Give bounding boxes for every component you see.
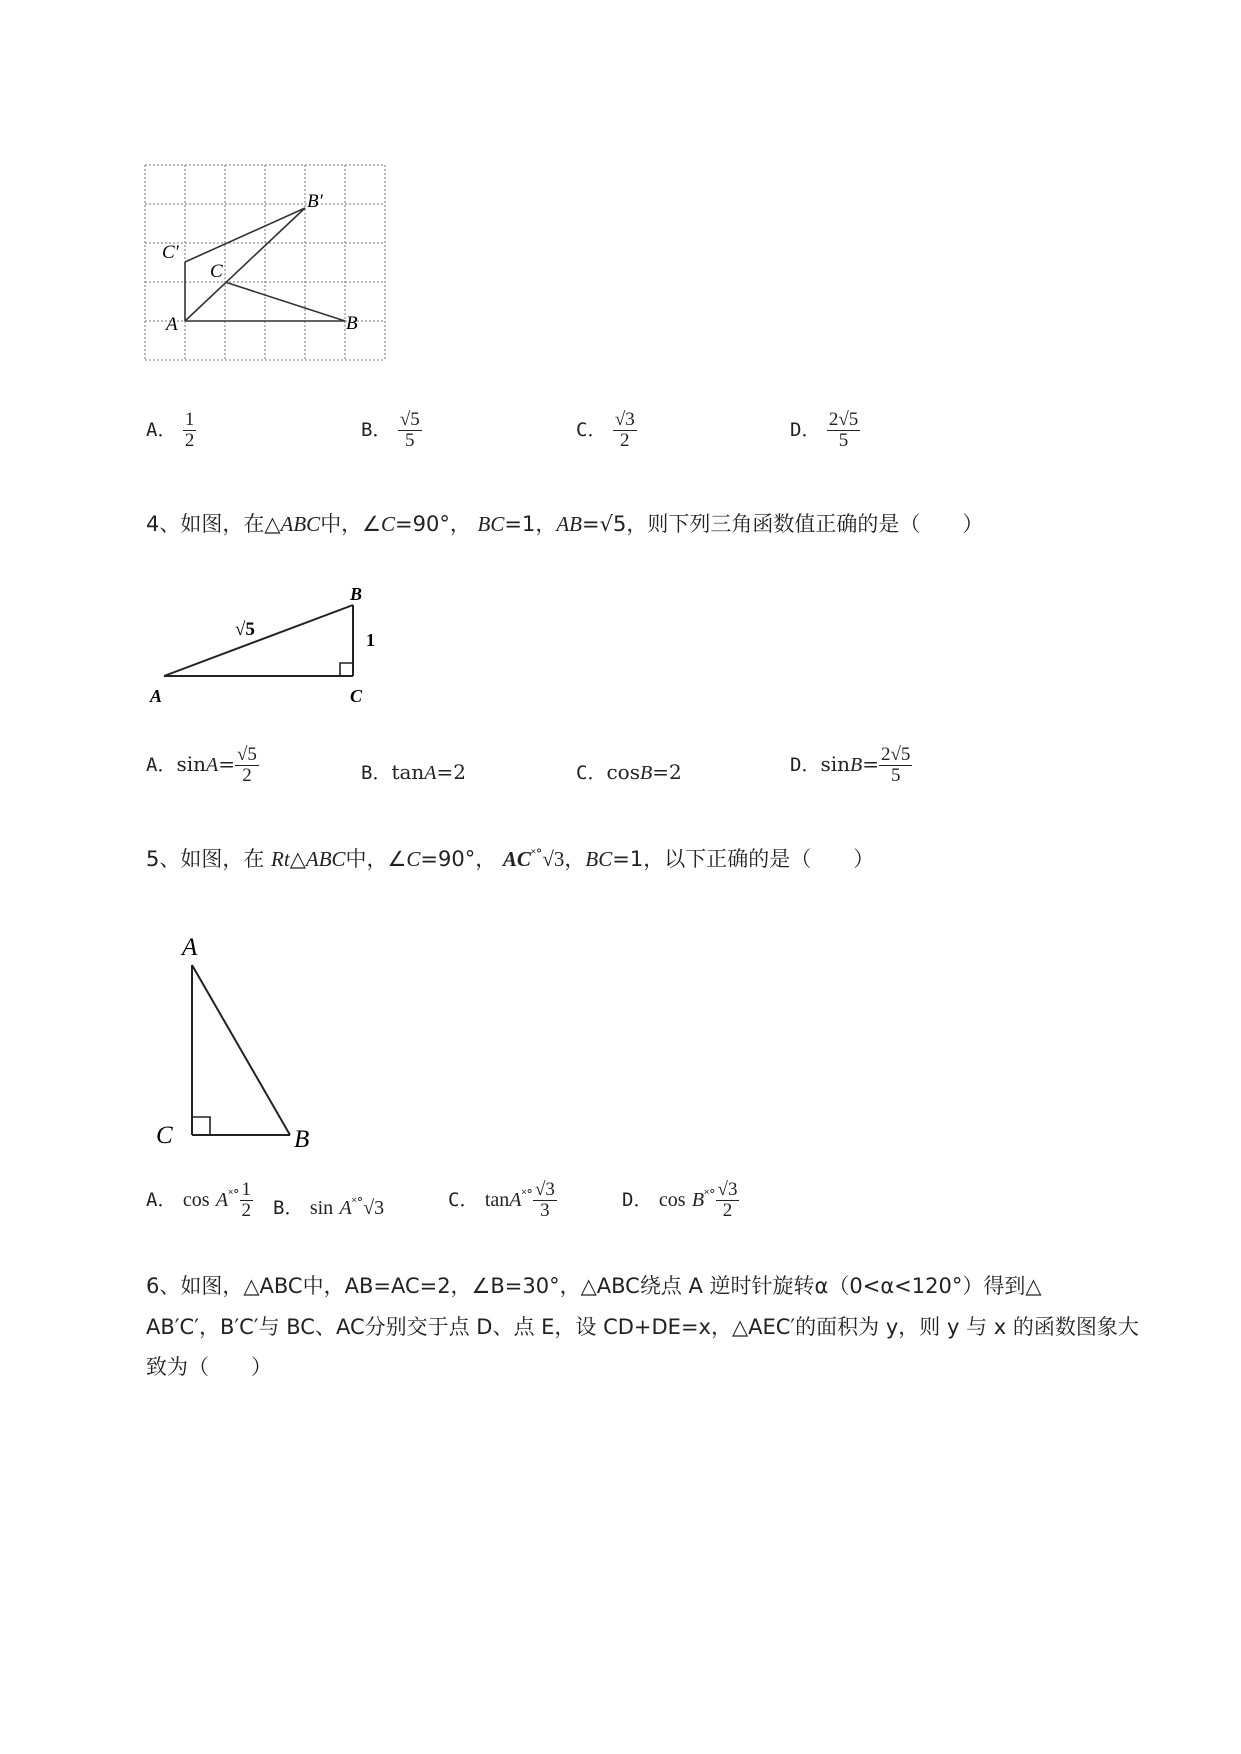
q5-question-text: 5、如图，在 Rt△ABC中，∠C=90°， AC˟°√3，BC=1，以下正确的是（ ） [146,847,875,871]
q5-label-a: A [182,934,198,961]
q3-label-b: B [346,313,358,334]
q5-label-c: C [156,1122,173,1149]
segment-a-b-prime [185,208,305,321]
q4-triangle-figure [140,578,380,708]
q4-option-a: A．sinA= $\frac{√5}{2}$ [146,744,257,786]
q3-label-c: C [210,261,223,282]
q3-label-c-prime: C′ [162,242,179,263]
q3-option-d: D． $\frac{2√5}{5}$ [790,409,859,451]
q3-label-b-prime: B′ [307,191,323,212]
q3-grid-figure [140,160,400,370]
q5-option-b: B． sin A˟°√3 [273,1195,385,1219]
q4-option-b: B．tanA=2 [361,760,466,784]
q4-option-c: C．cosB=2 [576,760,682,784]
q5-triangle-figure [150,925,330,1155]
q3-option-c: C． $\frac{√3}{2}$ [576,409,635,451]
q5-option-a: A． cos A˟° $\frac{1}{2}$ [146,1179,252,1221]
q6-question-line-2: AB′C′，B′C′与 BC、AC分别交于点 D、点 E，设 CD+DE=x，△AEC′的面积为 y，则 y 与 x 的函数图象大 [146,1315,1139,1339]
q3-option-a: A． $\frac{1}{2}$ [146,409,195,451]
q5-option-d: D． cos B˟° $\frac{√3}{2}$ [622,1179,738,1221]
q3-option-b: B． $\frac{√5}{5}$ [361,409,420,451]
q4-option-d: D．sinB= $\frac{2√5}{5}$ [790,744,911,786]
q4-question-text: 4、如图，在△ABC中，∠C=90°， BC=1，AB=√5，则下列三角函数值正确的是（ ） [146,512,984,536]
q5-label-b: B [294,1126,310,1153]
segment-c-b [225,282,345,321]
segment-c-prime-b-prime [185,208,305,262]
q6-question-line-3: 致为（ ） [146,1355,272,1379]
q4-label-a: A [150,686,163,706]
q4-label-side: 1 [366,630,375,650]
q5-option-c: C． tanA˟° $\frac{√3}{3}$ [448,1179,555,1221]
q4-label-hypotenuse: √5 [235,619,255,640]
q4-label-c: C [350,686,363,706]
q6-question-line-1: 6、如图，△ABC中，AB=AC=2，∠B=30°，△ABC绕点 A 逆时针旋转α（0<α<120°）得到△ [146,1274,1042,1298]
q3-label-a: A [166,314,178,335]
q4-label-b: B [350,584,363,604]
